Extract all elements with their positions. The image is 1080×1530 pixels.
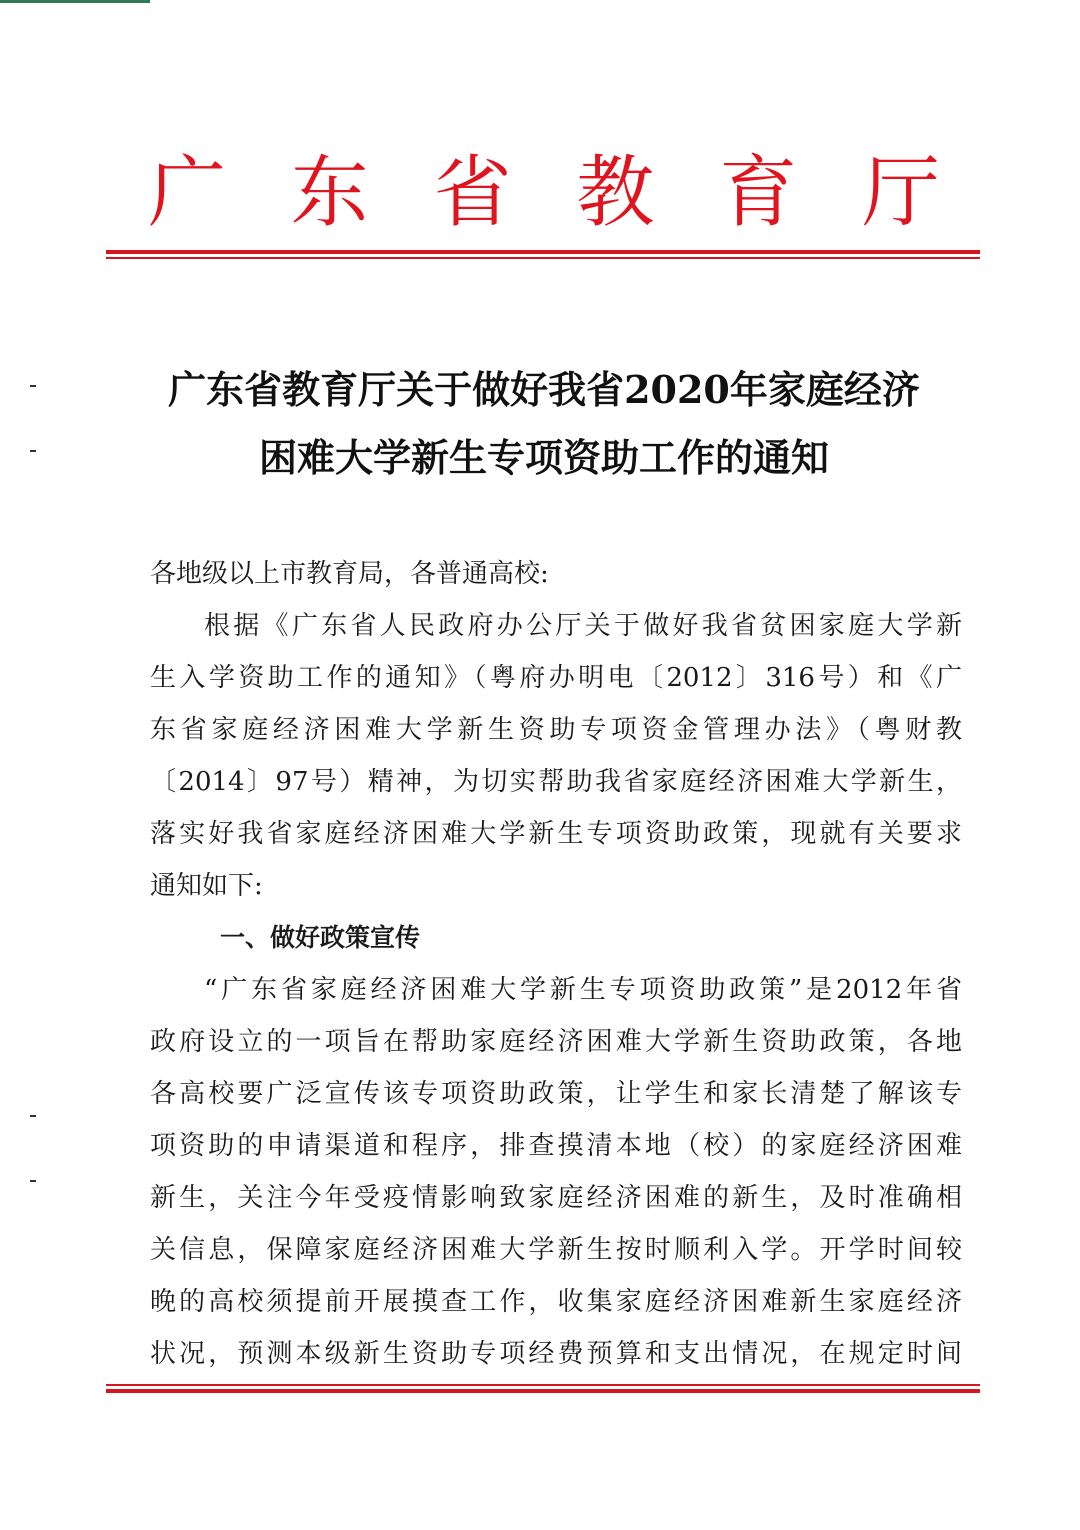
binding-mark — [30, 1115, 36, 1117]
paragraph-line: 新生，关注今年受疫情影响致家庭经济困难的新生，及时准确相 — [150, 1183, 962, 1213]
paragraph-line: 〔2014〕97号）精神，为切实帮助我省家庭经济困难大学新生， — [150, 767, 962, 797]
paragraph-line: 根据《广东省人民政府办公厅关于做好我省贫困家庭大学新 — [204, 611, 962, 641]
issuer-char: 育 — [719, 148, 798, 238]
paragraph-line: 东省家庭经济困难大学新生资助专项资金管理办法》（粤财教 — [150, 715, 962, 745]
section-heading: 一、做好政策宣传 — [220, 923, 421, 952]
issuer-header — [108, 138, 980, 248]
header-red-rule — [106, 250, 980, 259]
binding-mark — [30, 1180, 36, 1182]
issuer-char: 厅 — [861, 148, 940, 238]
paragraph-line: 生入学资助工作的通知》（粤府办明电〔2012〕316号）和《广 — [150, 663, 962, 693]
binding-mark — [30, 450, 36, 452]
footer-red-rule — [106, 1384, 980, 1393]
issuer-char: 教 — [576, 148, 655, 238]
paragraph-line: 各高校要广泛宣传该专项资助政策，让学生和家长清楚了解该专 — [150, 1079, 962, 1109]
issuer-char: 省 — [433, 148, 512, 238]
notice-body — [150, 548, 962, 1380]
paragraph-line: 状况，预测本级新生资助专项经费预算和支出情况，在规定时间 — [150, 1339, 962, 1369]
paragraph-line: 项资助的申请渠道和程序，排查摸清本地（校）的家庭经济困难 — [150, 1131, 962, 1161]
issuer-char: 东 — [290, 148, 369, 238]
paragraph-line: “广东省家庭经济困难大学新生专项资助政策”是2012年省 — [204, 975, 962, 1005]
notice-title-line-1: 广东省教育厅关于做好我省2020年家庭经济 — [168, 367, 920, 412]
paragraph-line: 政府设立的一项旨在帮助家庭经济困难大学新生资助政策，各地 — [150, 1027, 962, 1057]
scan-edge-mark — [0, 0, 150, 3]
issuer-char: 广 — [148, 148, 227, 238]
paragraph-line: 通知如下: — [150, 871, 263, 901]
notice-title-line-2: 困难大学新生专项资助工作的通知 — [258, 435, 829, 480]
paragraph-line: 关信息，保障家庭经济困难大学新生按时顺利入学。开学时间较 — [150, 1235, 962, 1265]
paragraph-line: 落实好我省家庭经济困难大学新生专项资助政策，现就有关要求 — [150, 819, 962, 849]
salutation: 各地级以上市教育局，各普通高校: — [150, 559, 549, 589]
paragraph-line: 晚的高校须提前开展摸查工作，收集家庭经济困难新生家庭经济 — [150, 1287, 962, 1317]
binding-mark — [30, 385, 36, 387]
